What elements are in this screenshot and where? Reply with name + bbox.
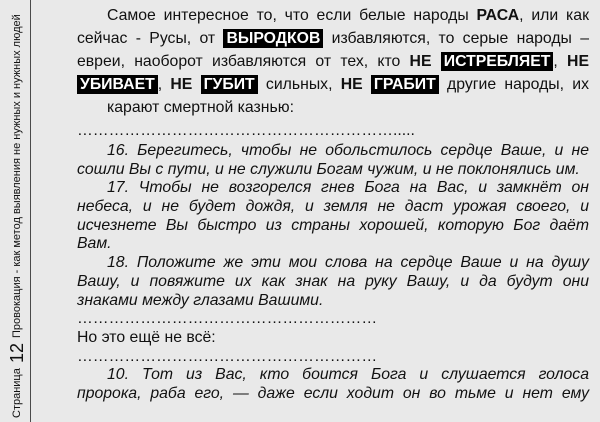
bold-term: НЕ bbox=[170, 76, 201, 93]
verse-line: Вам. bbox=[77, 235, 112, 253]
highlighted-word: ГРАБИТ bbox=[371, 75, 439, 94]
bold-term: НЕ bbox=[340, 76, 371, 93]
verse-line: пророка, раба его, — даже если ходит он во тьме и нет ему bbox=[77, 384, 589, 402]
ellipsis-separator: ………………………………………………… bbox=[77, 310, 378, 328]
verse-16 bbox=[77, 142, 589, 179]
text-run: , или как bbox=[519, 7, 589, 24]
verse-10 bbox=[77, 366, 589, 403]
page-label: Страница bbox=[11, 368, 23, 418]
intro-paragraph bbox=[77, 4, 589, 142]
text-line bbox=[77, 27, 589, 50]
text-run: Самое интересное то, что если белые народы bbox=[107, 7, 477, 24]
text-run: евреи, наоборот избавляются от тех, кто bbox=[77, 53, 410, 70]
verse-line: знаками между глазами Вашими. bbox=[77, 291, 324, 309]
text-line bbox=[77, 96, 589, 119]
text-run: карают смертной казнью: bbox=[107, 99, 294, 116]
text-line bbox=[77, 4, 589, 27]
highlighted-word: ВЫРОДКОВ bbox=[223, 29, 323, 48]
verse-line: Вашу, и повяжите их как знак на руку Вашу, и да будут они bbox=[77, 272, 589, 290]
verse-line: небеса, и не будет дождя, и земля не даст урожая своего, и bbox=[77, 198, 589, 216]
text-line bbox=[77, 50, 589, 73]
highlighted-word: ИСТРЕБЛЯЕТ bbox=[441, 52, 554, 71]
text-run: , bbox=[553, 53, 568, 70]
text-run: , bbox=[157, 76, 171, 93]
text-run: избавляются, то серые народы – bbox=[323, 30, 589, 47]
verse-line: исчезнете Вы быстро из страны хорошей, которую Бог даёт bbox=[77, 216, 589, 234]
text-line bbox=[77, 73, 589, 96]
verse-line: 18. Положите же эти мои слова на сердце Ваше и на душу bbox=[107, 254, 589, 272]
ellipsis-separator: ………………………………………………… bbox=[77, 347, 378, 365]
running-title: Провокация - как метод выявления не нужных и нужных людей bbox=[11, 14, 23, 339]
verse-line: 16. Берегитесь, чтобы не обольстилось сердце Ваше, и не bbox=[107, 142, 589, 159]
text-run: сильных, bbox=[257, 76, 341, 93]
verse-18 bbox=[77, 254, 589, 310]
running-header bbox=[7, 4, 27, 418]
verse-17 bbox=[77, 179, 589, 254]
bold-term: НЕ bbox=[567, 53, 589, 70]
text-run: сейчас - Русы, от bbox=[77, 30, 224, 47]
note-line: Но это ещё не всё: bbox=[77, 328, 216, 346]
highlighted-word: ГУБИТ bbox=[201, 75, 258, 94]
highlighted-word: УБИВАЕТ bbox=[77, 75, 158, 94]
verse-line: сошли Вы с пути, и не служили Богам чужим, и не поклонялись им. bbox=[77, 160, 580, 178]
text-run: другие народы, их bbox=[438, 76, 589, 93]
margin-rule bbox=[30, 0, 31, 422]
verse-line: 17. Чтобы не возгорелся гнев Бога на Вас, и замкнёт он bbox=[107, 179, 589, 197]
bold-term: НЕ bbox=[409, 53, 441, 70]
bold-term: РАСА bbox=[476, 7, 520, 24]
verse-line: 10. Тот из Вас, кто боится Бога и слушается голоса bbox=[107, 366, 589, 384]
page-number: 12 bbox=[7, 343, 27, 364]
ellipsis-separator: ……………………………………………………..... bbox=[77, 122, 415, 139]
page-body bbox=[77, 4, 589, 404]
